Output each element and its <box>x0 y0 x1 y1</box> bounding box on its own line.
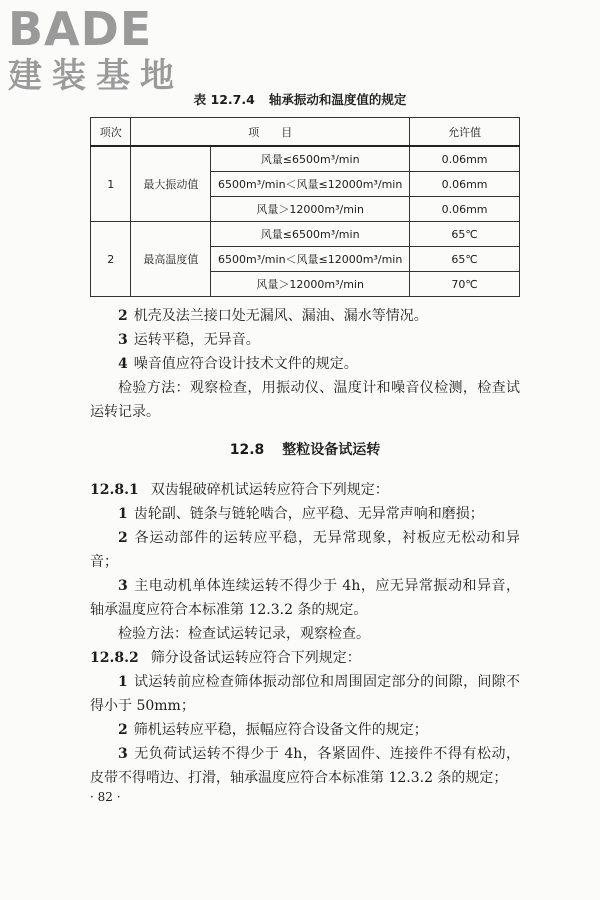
logo <box>8 4 184 96</box>
value-cell: 0.06mm <box>410 197 520 222</box>
table-header-row <box>91 118 520 147</box>
list-item <box>90 574 520 622</box>
section-heading: 整粒设备试运转 <box>282 442 381 458</box>
item-text: 无负荷试运转不得少于 4h，各紧固件、连接件不得有松动，皮带不得啃边、打滑，轴承温度应符合本标准第 12.3.2 条的规定； <box>90 746 520 786</box>
list-item <box>90 502 520 526</box>
page-number: · 82 · <box>90 790 121 804</box>
list-item <box>90 352 520 376</box>
item-text: 试运转前应检查筛体振动部位和周围固定部分的间隙，间隙不得小于 50mm； <box>90 674 520 714</box>
item-number: 3 <box>118 746 128 762</box>
list-item <box>90 718 520 742</box>
section-title <box>90 438 520 462</box>
table-number: 表 12.7.4 <box>193 92 255 107</box>
item-number: 2 <box>118 530 128 546</box>
item-text: 齿轮副、链条与链轮啮合，应平稳、无异常声响和磨损； <box>133 506 484 522</box>
table-caption <box>0 90 600 108</box>
clause-heading <box>90 646 520 670</box>
item-text: 机壳及法兰接口处无漏风、漏油、漏水等情况。 <box>133 308 428 324</box>
item-number: 2 <box>118 722 128 738</box>
item-text: 各运动部件的运转应平稳，无异常现象，衬板应无松动和异音； <box>90 530 520 570</box>
value-cell: 0.06mm <box>410 172 520 197</box>
clause-number: 12.8.2 <box>90 650 139 666</box>
item-number: 4 <box>118 356 128 372</box>
header-item: 项 目 <box>131 118 410 147</box>
clause-text: 双齿辊破碎机试运转应符合下列规定： <box>150 482 389 498</box>
condition-cell: 风量≤6500m³/min <box>211 222 410 247</box>
value-cell: 65℃ <box>410 247 520 272</box>
list-item <box>90 328 520 352</box>
condition-cell: 风量＞12000m³/min <box>211 272 410 297</box>
inspection-method: 检验方法：检查试运转记录，观察检查。 <box>118 626 370 642</box>
group-item: 最高温度值 <box>131 222 211 297</box>
spec-table <box>90 117 520 297</box>
condition-cell: 6500m³/min＜风量≤12000m³/min <box>211 172 410 197</box>
group-item: 最大振动值 <box>131 146 211 222</box>
header-allowed: 允许值 <box>410 118 520 147</box>
condition-cell: 6500m³/min＜风量≤12000m³/min <box>211 247 410 272</box>
list-item <box>90 304 520 328</box>
list-item <box>90 670 520 718</box>
value-cell: 70℃ <box>410 272 520 297</box>
item-number: 2 <box>118 308 128 324</box>
value-cell: 0.06mm <box>410 146 520 172</box>
item-text: 运转平稳，无异音。 <box>133 332 260 348</box>
section-number: 12.8 <box>229 442 265 458</box>
list-item <box>90 742 520 790</box>
logo-chinese: 建装基地 <box>8 56 184 96</box>
clause-number: 12.8.1 <box>90 482 139 498</box>
inspection-method: 检验方法：观察检查，用振动仪、温度计和噪音仪检测，检查试运转记录。 <box>90 380 520 420</box>
table-title: 轴承振动和温度值的规定 <box>268 92 407 107</box>
item-number: 1 <box>118 674 128 690</box>
group-no: 1 <box>91 146 131 222</box>
clause-heading <box>90 478 520 502</box>
logo-wordmark: BADE <box>8 2 153 56</box>
condition-cell: 风量＞12000m³/min <box>211 197 410 222</box>
item-text: 筛机运转应平稳，振幅应符合设备文件的规定； <box>133 722 428 738</box>
clause-text: 筛分设备试运转应符合下列规定： <box>150 650 361 666</box>
item-number: 3 <box>118 578 128 594</box>
item-number: 1 <box>118 506 128 522</box>
table-row <box>91 146 520 172</box>
item-number: 3 <box>118 332 128 348</box>
header-no: 项次 <box>91 118 131 147</box>
group-no: 2 <box>91 222 131 297</box>
list-item <box>90 526 520 574</box>
item-text: 噪音值应符合设计技术文件的规定。 <box>133 356 358 372</box>
item-text: 主电动机单体连续运转不得少于 4h，应无异常振动和异音，轴承温度应符合本标准第 12.3.2 条的规定。 <box>90 578 520 618</box>
condition-cell: 风量≤6500m³/min <box>211 146 410 172</box>
body-text <box>90 304 520 790</box>
table-row <box>91 222 520 247</box>
value-cell: 65℃ <box>410 222 520 247</box>
